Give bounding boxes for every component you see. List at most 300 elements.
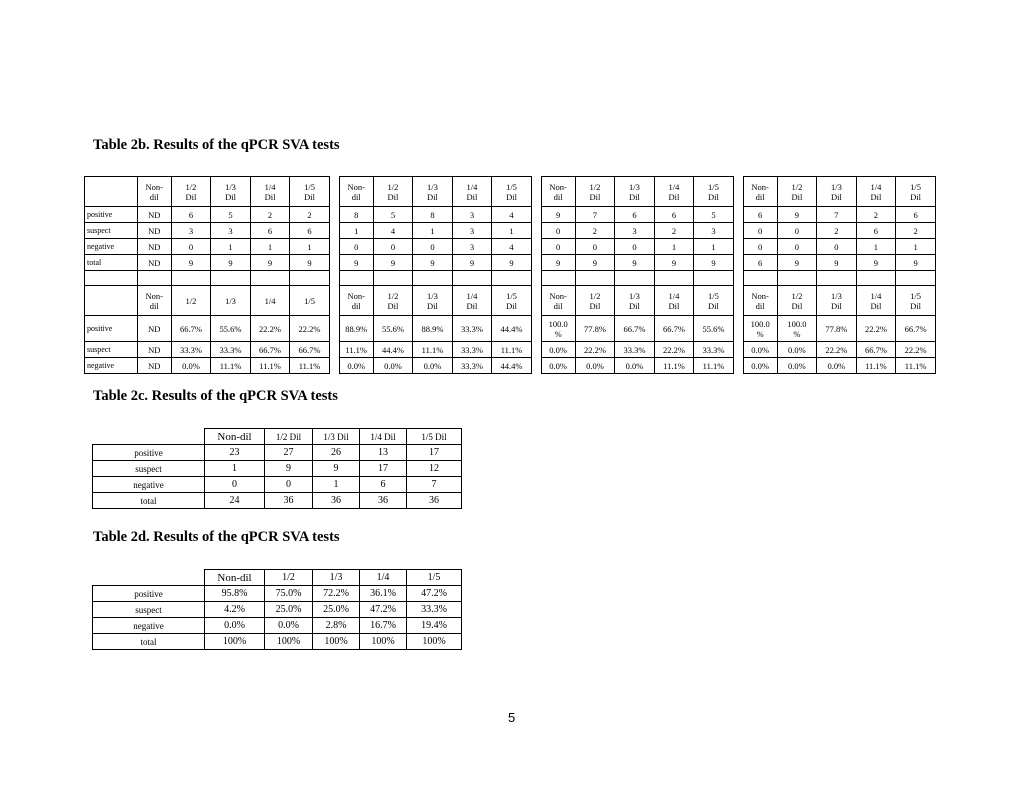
data-cell: 22.2%: [654, 342, 694, 358]
column-header: 1/4 Dil: [360, 429, 407, 445]
column-header: 1/4 Dil: [250, 177, 290, 207]
data-cell: 0.0%: [541, 342, 575, 358]
data-cell: 0.0%: [205, 618, 265, 634]
data-cell: 1: [654, 239, 694, 255]
data-cell: 55.6%: [373, 316, 413, 342]
column-header: Non- dil: [339, 177, 373, 207]
column-header: 1/4 Dil: [856, 177, 896, 207]
table-row: [85, 207, 936, 223]
column-header: 1/3 Dil: [817, 286, 857, 316]
column-header: 1/5: [290, 286, 330, 316]
data-cell: 11.1%: [250, 358, 290, 374]
table-row: [85, 316, 936, 342]
spacer-cell: [329, 342, 339, 358]
data-cell: ND: [137, 223, 171, 239]
table-row: [85, 239, 936, 255]
column-header: 1/4 Dil: [452, 177, 492, 207]
column-header: Non- dil: [541, 286, 575, 316]
column-header: Non- dil: [541, 177, 575, 207]
corner-cell: [85, 286, 138, 316]
table-2c-heading: Table 2c. Results of the qPCR SVA tests: [93, 388, 338, 404]
data-cell: 9: [265, 461, 313, 477]
table-row: [93, 618, 462, 634]
data-cell: 9: [694, 255, 734, 271]
data-cell: 33.3%: [694, 342, 734, 358]
data-cell: 22.2%: [250, 316, 290, 342]
data-cell: 0.0%: [541, 358, 575, 374]
row-label: negative: [85, 358, 138, 374]
data-cell: 75.0%: [265, 586, 313, 602]
data-cell: ND: [137, 342, 171, 358]
row-label: suspect: [93, 602, 205, 618]
data-cell: 1: [413, 223, 453, 239]
column-header: 1/2 Dil: [575, 286, 615, 316]
data-cell: 66.7%: [856, 342, 896, 358]
data-cell: 6: [250, 223, 290, 239]
column-header: 1/4 Dil: [654, 286, 694, 316]
column-header: 1/4 Dil: [452, 286, 492, 316]
data-cell: 8: [413, 207, 453, 223]
spacer-cell: [531, 239, 541, 255]
data-cell: 11.1%: [211, 358, 251, 374]
data-cell: 17: [407, 445, 462, 461]
table-row: [85, 255, 936, 271]
column-header: 1/2 Dil: [265, 429, 313, 445]
data-cell: 1: [856, 239, 896, 255]
table-2d: [92, 569, 462, 650]
spacer-cell: [733, 255, 743, 271]
data-cell: 19.4%: [407, 618, 462, 634]
column-header: 1/2 Dil: [777, 177, 817, 207]
data-cell: 66.7%: [290, 342, 330, 358]
data-cell: 88.9%: [413, 316, 453, 342]
data-cell: 27: [265, 445, 313, 461]
data-cell: 66.7%: [250, 342, 290, 358]
data-cell: 1: [290, 239, 330, 255]
data-cell: 2: [856, 207, 896, 223]
row-label: positive: [93, 586, 205, 602]
column-header: 1/5 Dil: [492, 286, 532, 316]
spacer-cell: [531, 342, 541, 358]
data-cell: 0: [205, 477, 265, 493]
spacer-cell: [329, 255, 339, 271]
row-label: positive: [85, 207, 138, 223]
data-cell: 6: [290, 223, 330, 239]
data-cell: 72.2%: [313, 586, 360, 602]
data-cell: 11.1%: [290, 358, 330, 374]
data-cell: 2: [654, 223, 694, 239]
data-cell: 0.0%: [171, 358, 211, 374]
spacer-cell: [531, 358, 541, 374]
blank-cell: [817, 271, 857, 286]
data-cell: 2: [290, 207, 330, 223]
data-cell: 25.0%: [265, 602, 313, 618]
column-header: 1/5 Dil: [896, 286, 936, 316]
data-cell: 44.4%: [492, 316, 532, 342]
blank-cell: [452, 271, 492, 286]
column-header: 1/3 Dil: [817, 177, 857, 207]
data-cell: 33.3%: [211, 342, 251, 358]
column-header: 1/3: [211, 286, 251, 316]
spacer-cell: [733, 286, 743, 316]
page-number: 5: [508, 710, 516, 725]
spacer-cell: [733, 342, 743, 358]
column-header: 1/5 Dil: [694, 177, 734, 207]
column-header: 1/3 Dil: [615, 177, 655, 207]
data-cell: 88.9%: [339, 316, 373, 342]
data-cell: 0.0%: [373, 358, 413, 374]
data-cell: 1: [211, 239, 251, 255]
data-cell: 11.1%: [492, 342, 532, 358]
blank-cell: [777, 271, 817, 286]
spacer-cell: [733, 207, 743, 223]
spacer-cell: [733, 271, 743, 286]
data-cell: 6: [743, 255, 777, 271]
data-cell: 17: [360, 461, 407, 477]
data-cell: 7: [575, 207, 615, 223]
spacer-cell: [733, 358, 743, 374]
data-cell: 4: [492, 207, 532, 223]
table-row: [93, 586, 462, 602]
data-cell: 9: [541, 255, 575, 271]
column-header: 1/5: [407, 570, 462, 586]
data-cell: 66.7%: [615, 316, 655, 342]
data-cell: 3: [452, 239, 492, 255]
data-cell: 100%: [360, 634, 407, 650]
column-header: 1/2 Dil: [373, 286, 413, 316]
table-2b-heading: Table 2b. Results of the qPCR SVA tests: [93, 137, 340, 153]
spacer-cell: [329, 271, 339, 286]
separator-row: [85, 271, 936, 286]
data-cell: 1: [250, 239, 290, 255]
data-cell: 8: [339, 207, 373, 223]
column-header: 1/5 Dil: [896, 177, 936, 207]
row-label: total: [93, 634, 205, 650]
row-label: suspect: [85, 223, 138, 239]
data-cell: 66.7%: [896, 316, 936, 342]
data-cell: 9: [777, 255, 817, 271]
row-label: negative: [93, 618, 205, 634]
spacer-cell: [733, 177, 743, 207]
spacer-cell: [329, 358, 339, 374]
data-cell: 9: [171, 255, 211, 271]
blank-cell: [896, 271, 936, 286]
data-cell: 36.1%: [360, 586, 407, 602]
data-cell: 100%: [205, 634, 265, 650]
data-cell: 0: [743, 223, 777, 239]
data-cell: 25.0%: [313, 602, 360, 618]
data-cell: 3: [452, 207, 492, 223]
table-row: [85, 342, 936, 358]
data-cell: 6: [743, 207, 777, 223]
corner-cell: [85, 177, 138, 207]
data-cell: 44.4%: [373, 342, 413, 358]
data-cell: ND: [137, 207, 171, 223]
data-cell: ND: [137, 316, 171, 342]
spacer-cell: [531, 286, 541, 316]
column-header: Non-dil: [205, 570, 265, 586]
data-cell: 47.2%: [360, 602, 407, 618]
data-cell: 0.0%: [777, 358, 817, 374]
data-cell: 0.0%: [615, 358, 655, 374]
data-cell: 55.6%: [694, 316, 734, 342]
table-2b: [84, 176, 936, 374]
data-cell: 22.2%: [290, 316, 330, 342]
data-cell: 1: [694, 239, 734, 255]
column-header: 1/3 Dil: [413, 177, 453, 207]
column-header: 1/3 Dil: [313, 429, 360, 445]
data-cell: 0.0%: [743, 358, 777, 374]
row-label: suspect: [93, 461, 205, 477]
column-header: Non- dil: [137, 177, 171, 207]
table-row: [93, 461, 462, 477]
data-cell: 47.2%: [407, 586, 462, 602]
column-header: 1/3 Dil: [413, 286, 453, 316]
data-cell: 0: [615, 239, 655, 255]
data-cell: 5: [211, 207, 251, 223]
column-header: 1/2 Dil: [777, 286, 817, 316]
blank-cell: [290, 271, 330, 286]
data-cell: 16.7%: [360, 618, 407, 634]
data-cell: 0.0%: [413, 358, 453, 374]
table-row: [93, 445, 462, 461]
data-cell: 9: [541, 207, 575, 223]
data-cell: 22.2%: [896, 342, 936, 358]
corner-cell: [93, 429, 205, 445]
column-header: Non- dil: [339, 286, 373, 316]
spacer-cell: [329, 286, 339, 316]
data-cell: 4: [492, 239, 532, 255]
data-cell: 9: [492, 255, 532, 271]
data-cell: 3: [694, 223, 734, 239]
column-header: 1/5 Dil: [290, 177, 330, 207]
data-cell: 6: [856, 223, 896, 239]
spacer-cell: [329, 316, 339, 342]
data-cell: 4: [373, 223, 413, 239]
data-cell: 3: [615, 223, 655, 239]
data-cell: 100%: [407, 634, 462, 650]
data-cell: 77.8%: [575, 316, 615, 342]
data-cell: 0: [777, 239, 817, 255]
blank-cell: [171, 271, 211, 286]
table-row: [85, 358, 936, 374]
row-label: suspect: [85, 342, 138, 358]
column-header: 1/4 Dil: [856, 286, 896, 316]
data-cell: 100%: [265, 634, 313, 650]
data-cell: 11.1%: [339, 342, 373, 358]
data-cell: 36: [360, 493, 407, 509]
column-header: 1/2 Dil: [575, 177, 615, 207]
blank-cell: [694, 271, 734, 286]
row-label: negative: [93, 477, 205, 493]
data-cell: 11.1%: [694, 358, 734, 374]
data-cell: 2.8%: [313, 618, 360, 634]
data-cell: 22.2%: [856, 316, 896, 342]
data-cell: 36: [407, 493, 462, 509]
data-cell: 9: [290, 255, 330, 271]
table-row: [93, 634, 462, 650]
data-cell: 11.1%: [654, 358, 694, 374]
data-cell: 44.4%: [492, 358, 532, 374]
data-cell: 33.3%: [615, 342, 655, 358]
data-cell: 9: [373, 255, 413, 271]
column-header: 1/5 Dil: [407, 429, 462, 445]
spacer-cell: [329, 239, 339, 255]
data-cell: 9: [575, 255, 615, 271]
data-cell: 100.0 %: [777, 316, 817, 342]
row-label: positive: [85, 316, 138, 342]
data-cell: 0.0%: [339, 358, 373, 374]
data-cell: 9: [896, 255, 936, 271]
spacer-cell: [733, 239, 743, 255]
blank-cell: [339, 271, 373, 286]
column-header: 1/5 Dil: [694, 286, 734, 316]
column-header: 1/4 Dil: [654, 177, 694, 207]
data-cell: 3: [211, 223, 251, 239]
data-cell: ND: [137, 358, 171, 374]
data-cell: 36: [265, 493, 313, 509]
data-cell: 24: [205, 493, 265, 509]
data-cell: 77.8%: [817, 316, 857, 342]
data-cell: 33.3%: [452, 316, 492, 342]
data-cell: 3: [171, 223, 211, 239]
data-cell: 9: [211, 255, 251, 271]
data-cell: 33.3%: [407, 602, 462, 618]
data-cell: 36: [313, 493, 360, 509]
data-cell: 1: [896, 239, 936, 255]
column-header: Non-dil: [205, 429, 265, 445]
table-row: [85, 223, 936, 239]
data-cell: ND: [137, 255, 171, 271]
row-label: negative: [85, 239, 138, 255]
column-header: 1/5 Dil: [492, 177, 532, 207]
data-cell: 4.2%: [205, 602, 265, 618]
data-cell: 11.1%: [896, 358, 936, 374]
data-cell: 2: [250, 207, 290, 223]
blank-cell: [615, 271, 655, 286]
data-cell: 33.3%: [452, 342, 492, 358]
data-cell: 9: [654, 255, 694, 271]
data-cell: 0.0%: [777, 342, 817, 358]
data-cell: 0: [413, 239, 453, 255]
data-cell: 22.2%: [575, 342, 615, 358]
column-header: Non- dil: [137, 286, 171, 316]
column-header: Non- dil: [743, 286, 777, 316]
blank-cell: [85, 271, 138, 286]
header-row: [85, 177, 936, 207]
data-cell: 2: [896, 223, 936, 239]
column-header: 1/2: [265, 570, 313, 586]
table-row: [93, 477, 462, 493]
data-cell: 9: [777, 207, 817, 223]
data-cell: 0: [575, 239, 615, 255]
data-cell: 6: [360, 477, 407, 493]
blank-cell: [654, 271, 694, 286]
data-cell: 12: [407, 461, 462, 477]
column-header: Non- dil: [743, 177, 777, 207]
data-cell: 1: [205, 461, 265, 477]
data-cell: 9: [250, 255, 290, 271]
header-row: [85, 286, 936, 316]
data-cell: 9: [856, 255, 896, 271]
data-cell: 7: [407, 477, 462, 493]
data-cell: 33.3%: [171, 342, 211, 358]
data-cell: 0: [265, 477, 313, 493]
blank-cell: [492, 271, 532, 286]
data-cell: 22.2%: [817, 342, 857, 358]
data-cell: 9: [817, 255, 857, 271]
data-cell: 9: [339, 255, 373, 271]
blank-cell: [250, 271, 290, 286]
data-cell: 11.1%: [856, 358, 896, 374]
data-cell: 55.6%: [211, 316, 251, 342]
blank-cell: [575, 271, 615, 286]
data-cell: 7: [817, 207, 857, 223]
data-cell: 95.8%: [205, 586, 265, 602]
data-cell: 0: [743, 239, 777, 255]
table-2c: [92, 428, 462, 509]
data-cell: 1: [313, 477, 360, 493]
spacer-cell: [531, 255, 541, 271]
blank-cell: [413, 271, 453, 286]
data-cell: 2: [575, 223, 615, 239]
column-header: 1/2 Dil: [373, 177, 413, 207]
blank-cell: [137, 271, 171, 286]
data-cell: 6: [654, 207, 694, 223]
data-cell: 100.0 %: [541, 316, 575, 342]
data-cell: 6: [171, 207, 211, 223]
table-row: [93, 602, 462, 618]
data-cell: 9: [615, 255, 655, 271]
data-cell: 13: [360, 445, 407, 461]
data-cell: 11.1%: [413, 342, 453, 358]
row-label: total: [85, 255, 138, 271]
data-cell: 0: [777, 223, 817, 239]
spacer-cell: [531, 316, 541, 342]
data-cell: 26: [313, 445, 360, 461]
data-cell: 0: [339, 239, 373, 255]
column-header: 1/2: [171, 286, 211, 316]
column-header: 1/4: [360, 570, 407, 586]
spacer-cell: [329, 177, 339, 207]
data-cell: 33.3%: [452, 358, 492, 374]
data-cell: 1: [492, 223, 532, 239]
data-cell: 3: [452, 223, 492, 239]
data-cell: 0.0%: [265, 618, 313, 634]
data-cell: 5: [373, 207, 413, 223]
blank-cell: [211, 271, 251, 286]
corner-cell: [93, 570, 205, 586]
column-header: 1/3 Dil: [211, 177, 251, 207]
blank-cell: [743, 271, 777, 286]
spacer-cell: [733, 223, 743, 239]
data-cell: 0.0%: [743, 342, 777, 358]
data-cell: 2: [817, 223, 857, 239]
data-cell: 100%: [313, 634, 360, 650]
column-header: 1/3: [313, 570, 360, 586]
data-cell: 0: [373, 239, 413, 255]
data-cell: 0: [541, 223, 575, 239]
spacer-cell: [733, 316, 743, 342]
spacer-cell: [531, 207, 541, 223]
spacer-cell: [531, 223, 541, 239]
data-cell: 0: [541, 239, 575, 255]
data-cell: 66.7%: [654, 316, 694, 342]
data-cell: 6: [896, 207, 936, 223]
data-cell: 0: [171, 239, 211, 255]
data-cell: 100.0 %: [743, 316, 777, 342]
data-cell: 0.0%: [575, 358, 615, 374]
